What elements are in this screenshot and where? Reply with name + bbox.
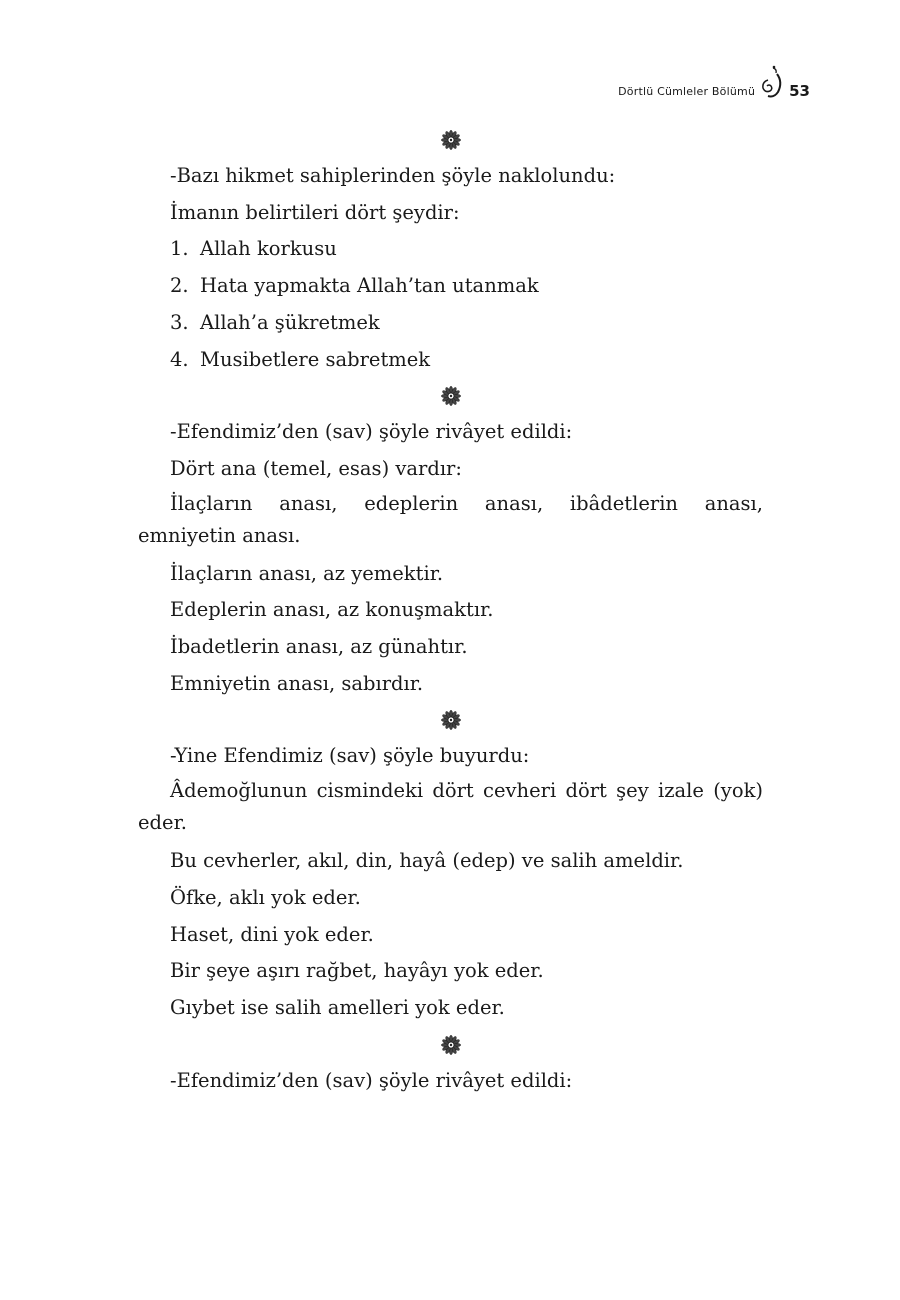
body-line: Haset, dini yok eder. xyxy=(170,922,374,946)
body-line: Bu cevherler, akıl, din, hayâ (edep) ve salih ameldir. xyxy=(170,849,684,873)
list-item xyxy=(138,231,763,268)
floral-ornament-icon xyxy=(441,130,461,150)
body-line: İbadetlerin anası, az günahtır. xyxy=(170,635,468,659)
body-line: Bir şeye aşırı rağbet, hayâyı yok eder. xyxy=(170,959,544,983)
section-intro: -Efendimiz’den (sav) şöyle rivâyet edildi: xyxy=(170,1068,573,1092)
list-item xyxy=(138,342,763,379)
list-number: 2. xyxy=(170,274,189,298)
section-intro: -Yine Efendimiz (sav) şöyle buyurdu: xyxy=(170,744,530,768)
list-text: Hata yapmakta Allah’tan utanmak xyxy=(200,274,539,298)
list-text: Allah’a şükretmek xyxy=(200,310,380,334)
page-header xyxy=(618,64,810,100)
section-divider xyxy=(138,1027,763,1063)
list-number: 3. xyxy=(170,310,189,334)
section-divider xyxy=(138,702,763,738)
section-divider xyxy=(138,122,763,158)
page-body xyxy=(138,122,763,1099)
section-lead: İmanın belirtileri dört şeydir: xyxy=(170,200,460,224)
body-line: Edeplerin anası, az konuşmaktır. xyxy=(170,598,494,622)
section-divider xyxy=(138,378,763,414)
floral-ornament-icon xyxy=(441,710,461,730)
floral-ornament-icon xyxy=(441,1035,461,1055)
body-line: İlaçların anası, az yemektir. xyxy=(170,561,444,585)
body-line: Öfke, aklı yok eder. xyxy=(170,885,361,909)
running-title: Dörtlü Cümleler Bölümü xyxy=(618,85,756,98)
calligraphic-ornament-icon xyxy=(759,64,785,100)
list-item xyxy=(138,268,763,305)
body-paragraph: İlaçların anası, edeplerin anası, ibâdetlerin anası, emniyetin anası. xyxy=(138,491,763,547)
body-paragraph: Âdemoğlunun cismindeki dört cevheri dört şey izale (yok) eder. xyxy=(138,779,763,835)
body-line: Emniyetin anası, sabırdır. xyxy=(170,671,424,695)
list-number: 4. xyxy=(170,347,189,371)
page-number: 53 xyxy=(789,82,810,100)
list-text: Musibetlere sabretmek xyxy=(200,347,431,371)
list-item xyxy=(138,305,763,342)
section-intro: -Bazı hikmet sahiplerinden şöyle naklolundu: xyxy=(170,164,616,187)
section-4 xyxy=(138,1063,763,1100)
body-line: Gıybet ise salih amelleri yok eder. xyxy=(170,995,505,1019)
floral-ornament-icon xyxy=(441,386,461,406)
list-number: 1. xyxy=(170,237,189,261)
list-text: Allah korkusu xyxy=(200,237,337,261)
section-intro: -Efendimiz’den (sav) şöyle rivâyet edildi: xyxy=(170,420,573,444)
section-3 xyxy=(138,738,763,1026)
section-2 xyxy=(138,414,763,702)
section-lead: Dört ana (temel, esas) vardır: xyxy=(170,456,462,480)
section-1 xyxy=(138,158,763,378)
